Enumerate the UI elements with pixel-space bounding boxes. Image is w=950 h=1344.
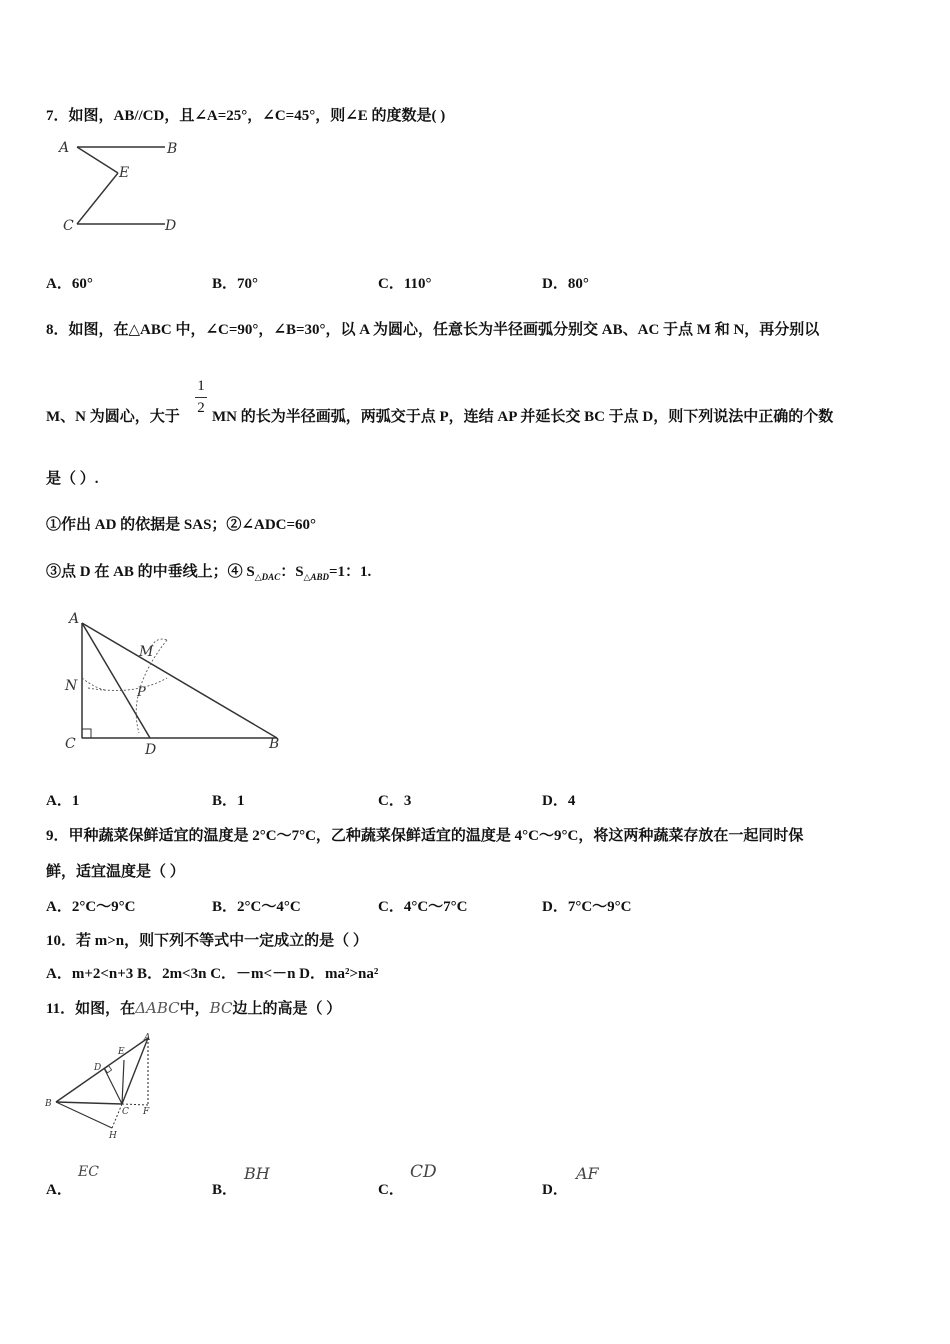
q11-choice-a-letter[interactable]: A． [46, 1182, 72, 1198]
q11-label-d: D [94, 1063, 102, 1073]
q7-choice-a[interactable]: A．60° [46, 276, 93, 292]
q7-figure [55, 135, 190, 235]
q11-label-a: A [144, 1033, 151, 1043]
q11-choice-d-letter[interactable]: D． [542, 1182, 568, 1198]
q8-label-m: M [139, 644, 154, 660]
q8-statements-1-2: ①作出 AD 的依据是 SAS；②∠ADC=60° [46, 517, 317, 533]
q7-label-d: D [165, 218, 177, 234]
q8-stem-line2-post: MN 的长为半径画弧，两弧交于点 P，连结 AP 并延长交 BC 于点 D，则下列说法中正确的个数 [212, 409, 834, 425]
q11-label-f: F [143, 1107, 150, 1117]
q8-choice-c[interactable]: C．3 [378, 793, 412, 809]
q11-label-b: B [45, 1099, 52, 1109]
q11-choice-a-text: EC [78, 1164, 99, 1180]
q11-stem: 11．如图，在ΔABC中，BC边上的高是（ ） [46, 999, 342, 1017]
q11-choice-c-letter[interactable]: C． [378, 1182, 404, 1198]
q10-stem: 10．若 m>n，则下列不等式中一定成立的是（ ） [46, 933, 368, 949]
q7-label-c: C [63, 218, 74, 234]
q8-label-a: A [69, 611, 80, 627]
q9-choice-c[interactable]: C．4°C～7°C [378, 899, 468, 915]
q8-label-d: D [145, 742, 157, 758]
q9-choice-b[interactable]: B．2°C～4°C [212, 899, 301, 915]
q9-stem-line2: 鲜，适宜温度是（ ） [46, 864, 185, 880]
q11-choice-b-letter[interactable]: B． [212, 1182, 238, 1198]
q8-choice-b[interactable]: B．1 [212, 793, 245, 809]
q8-stem-line3: 是（ ）. [46, 471, 99, 487]
q9-choice-d[interactable]: D．7°C～9°C [542, 899, 632, 915]
q8-label-p: P [137, 685, 146, 700]
q8-fraction-denominator: 2 [197, 400, 205, 416]
q9-stem-line1: 9．甲种蔬菜保鲜适宜的温度是 2°C～7°C，乙种蔬菜保鲜适宜的温度是 4°C～9°C，将这两种蔬菜存放在一起同时保 [46, 828, 804, 844]
q10-choices[interactable]: A．m+2<n+3 B．2m<3n C．－m<－n D．ma²>na² [46, 966, 379, 982]
q8-figure [55, 608, 295, 760]
q8-label-c: C [65, 736, 76, 752]
q8-fraction-bar [195, 397, 207, 398]
q11-choice-c-text: CD [410, 1162, 437, 1182]
q11-label-h: H [109, 1131, 117, 1141]
q8-stem-line2-pre: M、N 为圆心，大于 [46, 409, 180, 425]
q8-statements-3-4: ③点 D 在 AB 的中垂线上；④ $S_{\triangle DAC}$：$S_{\triangle ABD}=1$：1. [46, 564, 372, 582]
q7-label-a: A [59, 140, 70, 156]
q8-label-b: B [269, 736, 280, 752]
q8-stem-line1: 8．如图，在△ABC 中，∠C=90°，∠B=30°，以 A 为圆心，任意长为半径画弧分别交 AB、AC 于点 M 和 N，再分别以 [46, 322, 820, 338]
q11-label-e: E [118, 1047, 125, 1057]
q8-choice-d[interactable]: D．4 [542, 793, 576, 809]
q9-choice-a[interactable]: A．2°C～9°C [46, 899, 136, 915]
q7-label-b: B [167, 141, 178, 157]
q7-choice-b[interactable]: B．70° [212, 276, 259, 292]
q7-stem: 7．如图，AB//CD，且∠A=25°，∠C=45°，则∠E 的度数是( ) [46, 108, 446, 124]
q8-label-n: N [65, 678, 78, 694]
q7-label-e: E [119, 165, 130, 181]
q8-fraction-numerator: 1 [197, 378, 205, 394]
q7-choice-d[interactable]: D．80° [542, 276, 589, 292]
q7-choice-c[interactable]: C．110° [378, 276, 432, 292]
q11-choice-d-text: AF [576, 1164, 599, 1183]
q11-choice-b-text: BH [244, 1164, 270, 1183]
q8-choice-a[interactable]: A．1 [46, 793, 80, 809]
q11-figure [42, 1030, 167, 1142]
q11-label-c: C [122, 1107, 129, 1117]
